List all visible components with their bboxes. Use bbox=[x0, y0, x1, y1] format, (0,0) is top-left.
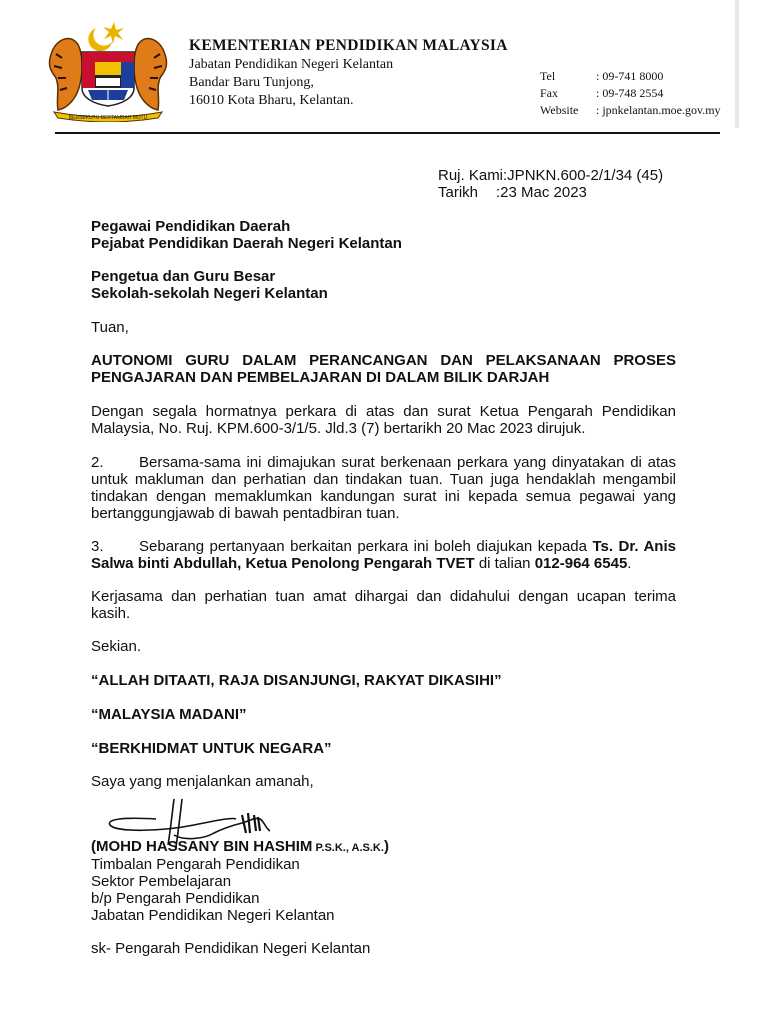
slogan-2: “MALAYSIA MADANI” bbox=[91, 706, 247, 723]
recipient-line: Sekolah-sekolah Negeri Kelantan bbox=[91, 285, 328, 302]
contact-website bbox=[540, 102, 721, 119]
address-line: Jabatan Pendidikan Negeri Kelantan bbox=[189, 57, 394, 72]
recipient-line: Pejabat Pendidikan Daerah Negeri Kelantan bbox=[91, 235, 402, 252]
paragraph-line: untuk makluman dan perhatian dan tindakan tuan. Tuan juga hendaklah mengambil bbox=[91, 471, 676, 488]
recipient-line: Pegawai Pendidikan Daerah bbox=[91, 218, 291, 235]
recipient-1 bbox=[91, 218, 676, 252]
paragraph-line: Salwa binti Abdullah, Ketua Penolong Pengarah TVET di talian 012-964 6545. bbox=[91, 555, 632, 572]
closing-paragraph bbox=[91, 588, 676, 622]
recipient-2 bbox=[91, 268, 676, 302]
contact-label: Fax bbox=[540, 86, 558, 100]
paragraph-line: tindakan dengan memaklumkan kandungan surat ini kepada semua pegawai yang bbox=[91, 488, 676, 505]
paragraph-3 bbox=[91, 538, 676, 572]
sekian: Sekian. bbox=[91, 638, 142, 655]
subject-line: AUTONOMI GURU DALAM PERANCANGAN DAN PELAKSANAAN PROSES bbox=[91, 352, 676, 369]
paragraph-line: Dengan segala hormatnya perkara di atas dan surat Ketua Pengarah Pendidikan bbox=[91, 403, 676, 420]
ministry-name: KEMENTERIAN PENDIDIKAN MALAYSIA bbox=[189, 37, 508, 54]
slogan-3: “BERKHIDMAT UNTUK NEGARA” bbox=[91, 740, 332, 757]
contact-block bbox=[540, 68, 721, 119]
contact-tel bbox=[540, 68, 721, 85]
paragraph-number: 2. bbox=[91, 454, 104, 471]
malaysia-coat-of-arms-icon bbox=[44, 18, 172, 122]
reference-block bbox=[438, 167, 663, 201]
header-shadow bbox=[735, 0, 739, 128]
paragraph-line: 2. Bersama-sama ini dimajukan surat berkenaan perkara yang dinyatakan di atas bbox=[91, 454, 676, 471]
subject bbox=[91, 352, 676, 386]
paragraph-line: 3. Sebarang pertanyaan berkaitan perkara ini boleh diajukan kepada Ts. Dr. Anis bbox=[91, 538, 676, 555]
contact-fax bbox=[540, 85, 721, 102]
contact-value: : 09-741 8000 bbox=[596, 69, 664, 83]
tarikh-line bbox=[438, 184, 663, 201]
signer-title-line: b/p Pengarah Pendidikan bbox=[91, 890, 260, 907]
paragraph-number: 3. bbox=[91, 538, 104, 555]
subject-line: PENGAJARAN DAN PEMBELAJARAN DI DALAM BILIK DARJAH bbox=[91, 369, 550, 386]
recipient-line: Pengetua dan Guru Besar bbox=[91, 268, 276, 285]
contact-label: Website bbox=[540, 103, 579, 117]
tarikh-value: :23 Mac 2023 bbox=[496, 184, 587, 201]
contact-person-title: Salwa binti Abdullah, Ketua Penolong Pengarah TVET bbox=[91, 555, 475, 572]
signer-title-line: Jabatan Pendidikan Negeri Kelantan bbox=[91, 907, 335, 924]
contact-value: : 09-748 2554 bbox=[596, 86, 664, 100]
signer-title-line: Timbalan Pengarah Pendidikan bbox=[91, 856, 300, 873]
cc-line: sk- Pengarah Pendidikan Negeri Kelantan bbox=[91, 940, 371, 957]
slogan-1: “ALLAH DITAATI, RAJA DISANJUNGI, RAKYAT DIKASIHI” bbox=[91, 672, 502, 689]
address-line: Bandar Baru Tunjong, bbox=[189, 75, 314, 90]
contact-label: Tel bbox=[540, 69, 556, 83]
signer-name: (MOHD HASSANY BIN HASHIM P.S.K., A.S.K.) bbox=[91, 838, 389, 855]
crest-banner-text: BERSEKUTU BERTAMBAH MUTU bbox=[68, 115, 148, 121]
paragraph-1 bbox=[91, 403, 676, 437]
paragraph-line: Kerjasama dan perhatian tuan amat dihargai dan didahului dengan ucapan terima bbox=[91, 588, 676, 605]
paragraph-line: kasih. bbox=[91, 605, 131, 622]
signer-postnominals: P.S.K., A.S.K. bbox=[312, 842, 384, 854]
contact-value: : jpnkelantan.moe.gov.my bbox=[596, 103, 721, 117]
contact-person: Ts. Dr. Anis bbox=[592, 538, 676, 555]
amanah-line: Saya yang menjalankan amanah, bbox=[91, 773, 314, 790]
paragraph-2 bbox=[91, 454, 676, 522]
ruj-line: Ruj. Kami:JPNKN.600-2/1/34 (45) bbox=[438, 167, 664, 184]
header-divider bbox=[55, 132, 720, 134]
contact-phone: 012-964 6545 bbox=[534, 555, 628, 572]
signer-title-line: Sektor Pembelajaran bbox=[91, 873, 232, 890]
paragraph-line: Malaysia, No. Ruj. KPM.600-3/1/5. Jld.3 (7) bertarikh 20 Mac 2023 dirujuk. bbox=[91, 420, 586, 437]
salutation: Tuan, bbox=[91, 319, 129, 336]
tarikh-label: Tarikh bbox=[438, 184, 479, 201]
signer-titles bbox=[91, 856, 676, 924]
address-line: 16010 Kota Bharu, Kelantan. bbox=[189, 93, 354, 108]
paragraph-line: bertanggungjawab di bawah pentadbiran tuan. bbox=[91, 505, 400, 522]
address-block bbox=[189, 56, 393, 110]
